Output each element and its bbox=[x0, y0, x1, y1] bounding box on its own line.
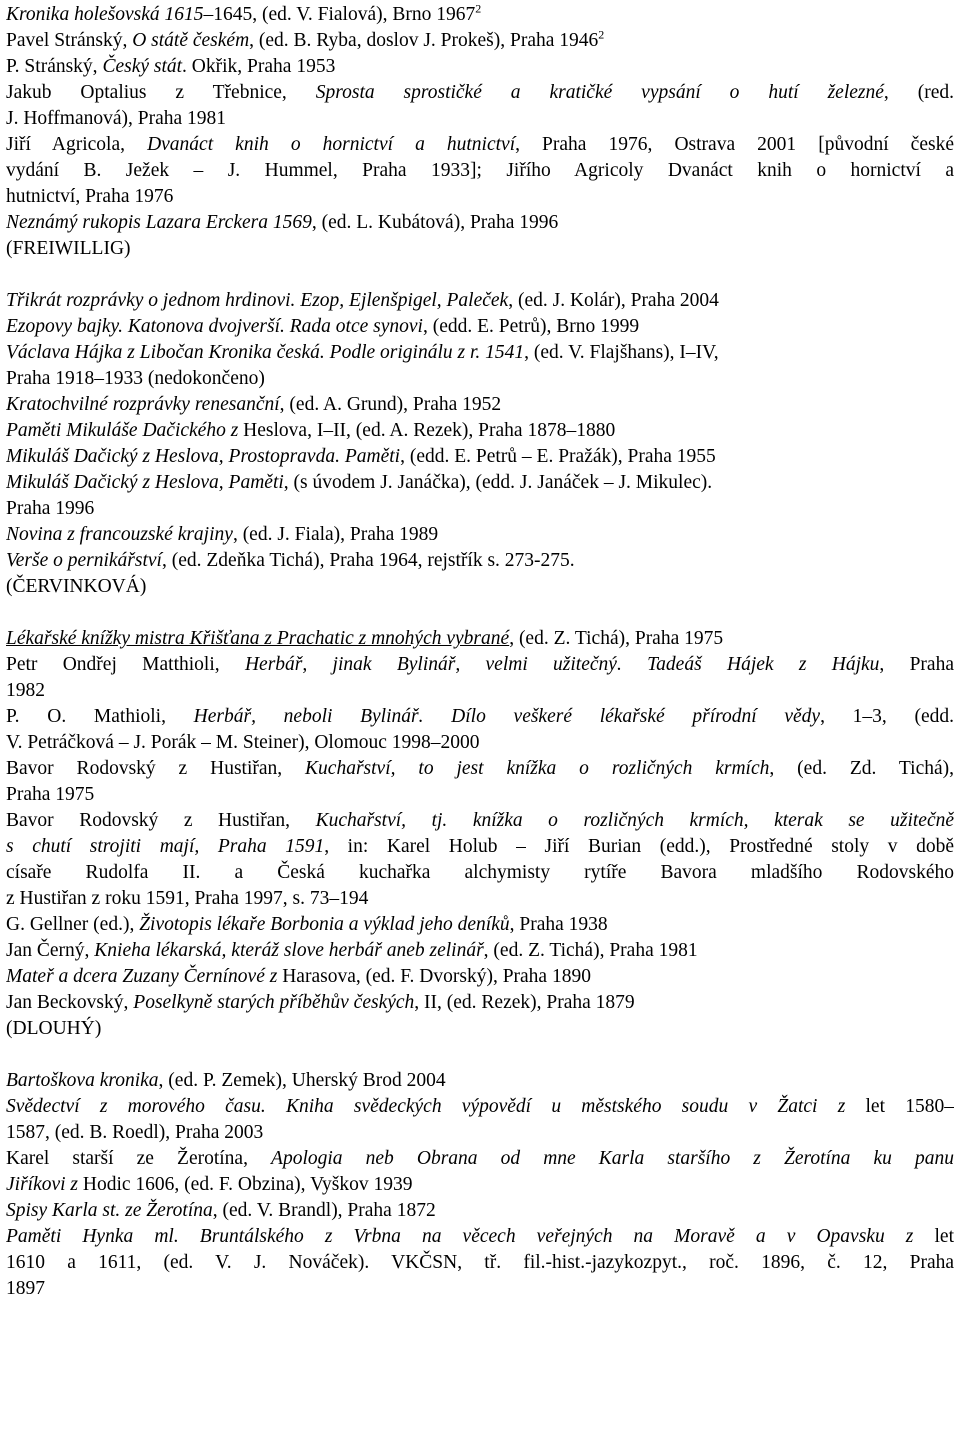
title-text: s chutí strojiti mají, Praha 1591 bbox=[6, 836, 325, 857]
title-text: Lékařské knížky mistra Křišťana z Prachatic z mnohých vybrané bbox=[6, 628, 510, 649]
citation-text: let 1580– bbox=[865, 1096, 954, 1117]
citation-text: , (edd. E. Petrů – E. Pražák), Praha 1955 bbox=[400, 446, 716, 467]
bibliography-line bbox=[6, 80, 954, 106]
citation-text: , (red. bbox=[883, 82, 954, 103]
citation-text: P. Stránský, bbox=[6, 56, 103, 77]
citation-text: let bbox=[934, 1226, 954, 1247]
bibliography-line bbox=[6, 28, 954, 54]
citation-text: , Praha 1938 bbox=[509, 914, 608, 935]
citation-text: , (edd. E. Petrů), Brno 1999 bbox=[422, 316, 640, 337]
bibliography-line bbox=[6, 990, 954, 1016]
citation-text: , II, (ed. Rezek), Praha 1879 bbox=[414, 992, 635, 1013]
title-text: Mikuláš Dačický z Heslova, Prostopravda. Paměti bbox=[6, 446, 401, 467]
bibliography-line bbox=[6, 1250, 954, 1276]
title-text: Paměti Hynka ml. Bruntálského z Vrbna na věcech veřejných na Moravě a v Opavsku z bbox=[6, 1226, 935, 1247]
bibliography-line bbox=[6, 1146, 954, 1172]
bibliography-line bbox=[6, 548, 954, 574]
bibliography-line bbox=[6, 678, 954, 704]
citation-text: Hodic 1606, (ed. F. Obzina), Vyškov 1939 bbox=[82, 1174, 413, 1195]
bibliography-line bbox=[6, 288, 954, 314]
citation-text: Praha 1918–1933 (nedokončeno) bbox=[6, 368, 265, 389]
title-text: Herbář, jinak Bylinář, velmi užitečný. Tadeáš Hájek z Hájku bbox=[244, 654, 880, 675]
bibliography-line bbox=[6, 964, 954, 990]
citation-text: J. Hoffmanová), Praha 1981 bbox=[6, 108, 227, 129]
citation-text: , (ed. P. Zemek), Uherský Brod 2004 bbox=[158, 1070, 446, 1091]
bibliography-line bbox=[6, 652, 954, 678]
title-text: O státě českém bbox=[132, 30, 250, 51]
bibliography-line bbox=[6, 54, 954, 80]
bibliography-line bbox=[6, 1198, 954, 1224]
citation-text: –1645, (ed. V. Fialová), Brno 1967 bbox=[203, 4, 476, 25]
citation-text: 1982 bbox=[6, 680, 45, 701]
citation-text: Petr Ondřej Matthioli, bbox=[6, 654, 245, 675]
citation-text: Heslova, I–II, (ed. A. Rezek), Praha 1878–1880 bbox=[243, 420, 616, 441]
citation-text: Jakub Optalius z Třebnice, bbox=[6, 82, 316, 103]
bibliography-line bbox=[6, 496, 954, 522]
bibliography-line bbox=[6, 392, 954, 418]
bibliography-line bbox=[6, 782, 954, 808]
title-text: Kronika holešovská 1615 bbox=[6, 4, 204, 25]
citation-text: Jan Beckovský, bbox=[6, 992, 134, 1013]
bibliography-line bbox=[6, 340, 954, 366]
title-text: Mateř a dcera Zuzany Černínové z bbox=[6, 966, 283, 987]
bibliography-line bbox=[6, 418, 954, 444]
title-text: Jiříkovi z bbox=[6, 1174, 83, 1195]
citation-text: , Praha bbox=[879, 654, 954, 675]
bibliography-line bbox=[6, 574, 954, 600]
bibliography-line bbox=[6, 184, 954, 210]
citation-text: , (ed. J. Kolár), Praha 2004 bbox=[508, 290, 719, 311]
bibliography-line bbox=[6, 1172, 954, 1198]
bibliography-line bbox=[6, 626, 954, 652]
citation-text: (FREIWILLIG) bbox=[6, 238, 131, 259]
citation-text: , (ed. Zdeňka Tichá), Praha 1964, rejstřík s. 273-275. bbox=[161, 550, 575, 571]
title-text: Dvanáct knih o hornictví a hutnictví bbox=[147, 134, 516, 155]
citation-text: Jan Černý, bbox=[6, 940, 95, 961]
citation-text: císaře Rudolfa II. a Česká kuchařka alchymisty rytíře Bavora mladšího Rodovského bbox=[6, 862, 954, 883]
title-text: Mikuláš Dačický z Heslova, Paměti bbox=[6, 472, 284, 493]
citation-text: , (s úvodem J. Janáčka), (edd. J. Janáček – J. Mikulec). bbox=[283, 472, 713, 493]
citation-text: V. Petráčková – J. Porák – M. Steiner), Olomouc 1998–2000 bbox=[6, 732, 480, 753]
bibliography-line bbox=[6, 366, 954, 392]
bibliography-line bbox=[6, 756, 954, 782]
citation-text: , (ed. Z. Tichá), Praha 1975 bbox=[509, 628, 724, 649]
citation-text: , 1–3, (edd. bbox=[820, 706, 954, 727]
bibliography-line bbox=[6, 522, 954, 548]
citation-text: G. Gellner (ed.), bbox=[6, 914, 140, 935]
bibliography-line bbox=[6, 210, 954, 236]
bibliography-line bbox=[6, 704, 954, 730]
title-text: Svědectví z morového času. Kniha svědeckých výpovědí u městského soudu v Žatci z bbox=[6, 1096, 866, 1117]
title-text: Ezopovy bajky. Katonova dvojverší. Rada otce synovi bbox=[6, 316, 423, 337]
title-text: Verše o pernikářství bbox=[6, 550, 162, 571]
bibliography-line bbox=[6, 886, 954, 912]
citation-text: hutnictví, Praha 1976 bbox=[6, 186, 174, 207]
citation-text: Pavel Stránský, bbox=[6, 30, 133, 51]
citation-text: Bavor Rodovský z Hustiřan, bbox=[6, 810, 316, 831]
bibliography-line bbox=[6, 1224, 954, 1250]
citation-text: , (ed. V. Flajšhans), I–IV, bbox=[524, 342, 719, 363]
citation-text: Bavor Rodovský z Hustiřan, bbox=[6, 758, 306, 779]
citation-text: , in: Karel Holub – Jiří Burian (edd.), Prostředné stoly v době bbox=[324, 836, 954, 857]
citation-text: Jiří Agricola, bbox=[6, 134, 148, 155]
citation-text: (ČERVINKOVÁ) bbox=[6, 576, 147, 597]
citation-text: vydání B. Ježek – J. Hummel, Praha 1933]; Jiřího Agricoly Dvanáct knih o hornictví a bbox=[6, 160, 954, 181]
bibliography-line bbox=[6, 912, 954, 938]
bibliography-line bbox=[6, 132, 954, 158]
bibliography-line bbox=[6, 236, 954, 262]
bibliography-line bbox=[6, 1120, 954, 1146]
citation-text: Praha 1975 bbox=[6, 784, 95, 805]
title-text: Herbář, neboli Bylinář. Dílo veškeré lékařské přírodní vědy bbox=[193, 706, 821, 727]
title-text: Kuchařství, to jest knížka o rozličných krmích bbox=[305, 758, 770, 779]
bibliography-line bbox=[6, 834, 954, 860]
bibliography-line bbox=[6, 1094, 954, 1120]
citation-text: 1587, (ed. B. Roedl), Praha 2003 bbox=[6, 1122, 264, 1143]
citation-text: , (ed. Zd. Tichá), bbox=[769, 758, 954, 779]
bibliography-line bbox=[6, 444, 954, 470]
title-text: Životopis lékaře Borbonia a výklad jeho deníků bbox=[139, 914, 510, 935]
bibliography-line bbox=[6, 860, 954, 886]
bibliography-line bbox=[6, 1068, 954, 1094]
citation-text: , (ed. V. Brandl), Praha 1872 bbox=[212, 1200, 436, 1221]
bibliography-line bbox=[6, 1016, 954, 1042]
citation-text: Praha 1996 bbox=[6, 498, 95, 519]
title-text: Václava Hájka z Libočan Kronika česká. Podle originálu z r. 1541 bbox=[6, 342, 525, 363]
citation-text: , (ed. J. Fiala), Praha 1989 bbox=[232, 524, 439, 545]
superscript-edition: 2 bbox=[475, 2, 482, 16]
title-text: Třikrát rozprávky o jednom hrdinovi. Ezop, Ejlenšpigel, Paleček bbox=[6, 290, 509, 311]
bibliography-line bbox=[6, 938, 954, 964]
citation-text: , Praha 1976, Ostrava 2001 [původní české bbox=[515, 134, 954, 155]
citation-text: , (ed. A. Grund), Praha 1952 bbox=[279, 394, 502, 415]
citation-text: Karel starší ze Žerotína, bbox=[6, 1148, 272, 1169]
citation-text: 1897 bbox=[6, 1278, 45, 1299]
citation-text: , (ed. B. Ryba, doslov J. Prokeš), Praha 1946 bbox=[249, 30, 599, 51]
citation-text: z Hustiřan z roku 1591, Praha 1997, s. 73–194 bbox=[6, 888, 369, 909]
citation-text: Harasova, (ed. F. Dvorský), Praha 1890 bbox=[282, 966, 591, 987]
citation-text: (DLOUHÝ) bbox=[6, 1018, 102, 1039]
title-text: Kuchařství, tj. knížka o rozličných krmích, kterak se užitečně bbox=[315, 810, 954, 831]
citation-text: , (ed. L. Kubátová), Praha 1996 bbox=[311, 212, 559, 233]
bibliography-line bbox=[6, 808, 954, 834]
title-text: Sprosta sprostičké a kratičké vypsání o hutí železné bbox=[315, 82, 884, 103]
citation-text: 1610 a 1611, (ed. V. J. Nováček). VKČSN, tř. fil.-hist.-jazykozpyt., roč. 1896, č. 12, Praha bbox=[6, 1252, 954, 1273]
bibliography-line bbox=[6, 314, 954, 340]
superscript-edition: 2 bbox=[598, 28, 605, 42]
title-text: Kratochvilné rozprávky renesanční bbox=[6, 394, 280, 415]
citation-text: . Okřik, Praha 1953 bbox=[182, 56, 336, 77]
bibliography-line bbox=[6, 106, 954, 132]
bibliography-line bbox=[6, 158, 954, 184]
title-text: Spisy Karla st. ze Žerotína bbox=[6, 1200, 213, 1221]
bibliography-line bbox=[6, 2, 954, 28]
title-text: Poselkyně starých příběhův českých bbox=[133, 992, 415, 1013]
bibliography-line bbox=[6, 730, 954, 756]
title-text: Apologia neb Obrana od mne Karla staršího z Žerotína ku panu bbox=[271, 1148, 954, 1169]
bibliography-line bbox=[6, 470, 954, 496]
title-text: Knieha lékarská, kteráž slove herbář aneb zelinář bbox=[94, 940, 484, 961]
title-text: Český stát bbox=[102, 56, 183, 77]
bibliography-line bbox=[6, 1276, 954, 1302]
title-text: Bartoškova kronika bbox=[6, 1070, 159, 1091]
citation-text: P. O. Mathioli, bbox=[6, 706, 194, 727]
title-text: Paměti Mikuláše Dačického z bbox=[6, 420, 244, 441]
title-text: Neznámý rukopis Lazara Erckera 1569 bbox=[6, 212, 312, 233]
title-text: Novina z francouzské krajiny bbox=[6, 524, 233, 545]
citation-text: , (ed. Z. Tichá), Praha 1981 bbox=[483, 940, 698, 961]
